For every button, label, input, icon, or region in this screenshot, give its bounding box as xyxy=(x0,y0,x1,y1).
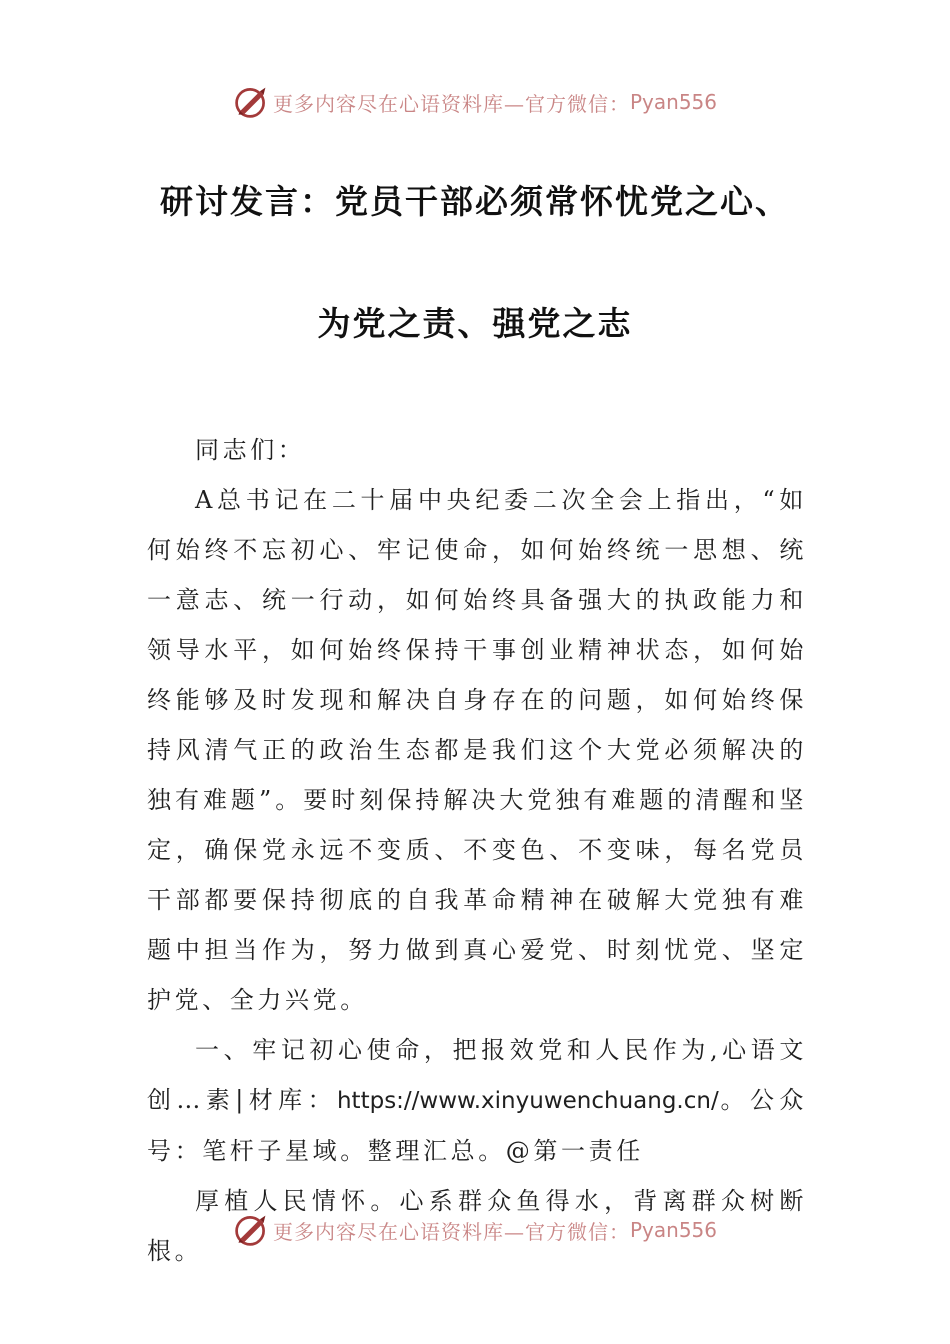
watermark-wechat-id: Pyan556 xyxy=(629,1218,717,1242)
watermark-wechat-id: Pyan556 xyxy=(629,90,717,114)
source-url-link[interactable]: https://www.xinyuwenchuang.cn/ xyxy=(336,1088,719,1114)
paragraph-2-lead: 一、牢记初心使命，把报效党和人民作为,心语文创…素|材库： xyxy=(147,1036,807,1114)
paragraph-1: A总书记在二十届中央纪委二次全会上指出，“如何始终不忘初心、牢记使命，如何始终统一思想、统一意志、统一行动，如何始终具备强大的执政能力和领导水平，如何始终保持干事创业精神状态，如何始终能够及时发现和解决自身存在的问题，如何始终保持风清气正的政治生态都是我们这个大党必须解决的独有难题”。要时刻保持解决大党独有难题的清醒和坚定，确保党永远不变质、不变色、不变味，每名党员干部都要保持彻底的自我革命精神在破解大党独有难题中担当作为，努力做到真心爱党、时刻忧党、坚定护党、全力兴党。 xyxy=(147,486,807,1014)
document-title-line2: 为党之责、强党之志 xyxy=(317,304,633,343)
header-watermark xyxy=(0,80,950,124)
paragraph-2-tail: 。公众号：笔杆子星域。整理汇总。@第一责任 xyxy=(147,1086,807,1165)
watermark-text: 更多内容尽在心语资料库—官方微信： xyxy=(272,1219,630,1244)
salutation: 同志们： xyxy=(195,436,306,464)
document-body xyxy=(147,425,807,1276)
pen-logo-icon xyxy=(233,1212,269,1248)
footer-watermark xyxy=(0,1208,950,1252)
document-title-line1: 研讨发言：党员干部必须常怀忧党之心、 xyxy=(160,182,790,221)
paragraph-2 xyxy=(147,1025,807,1176)
watermark-text: 更多内容尽在心语资料库—官方微信： xyxy=(272,91,630,116)
paragraph-3: 厚植人民情怀。心系群众鱼得水，背离群众树断根。 xyxy=(147,1187,807,1265)
pen-logo-icon xyxy=(233,84,269,120)
